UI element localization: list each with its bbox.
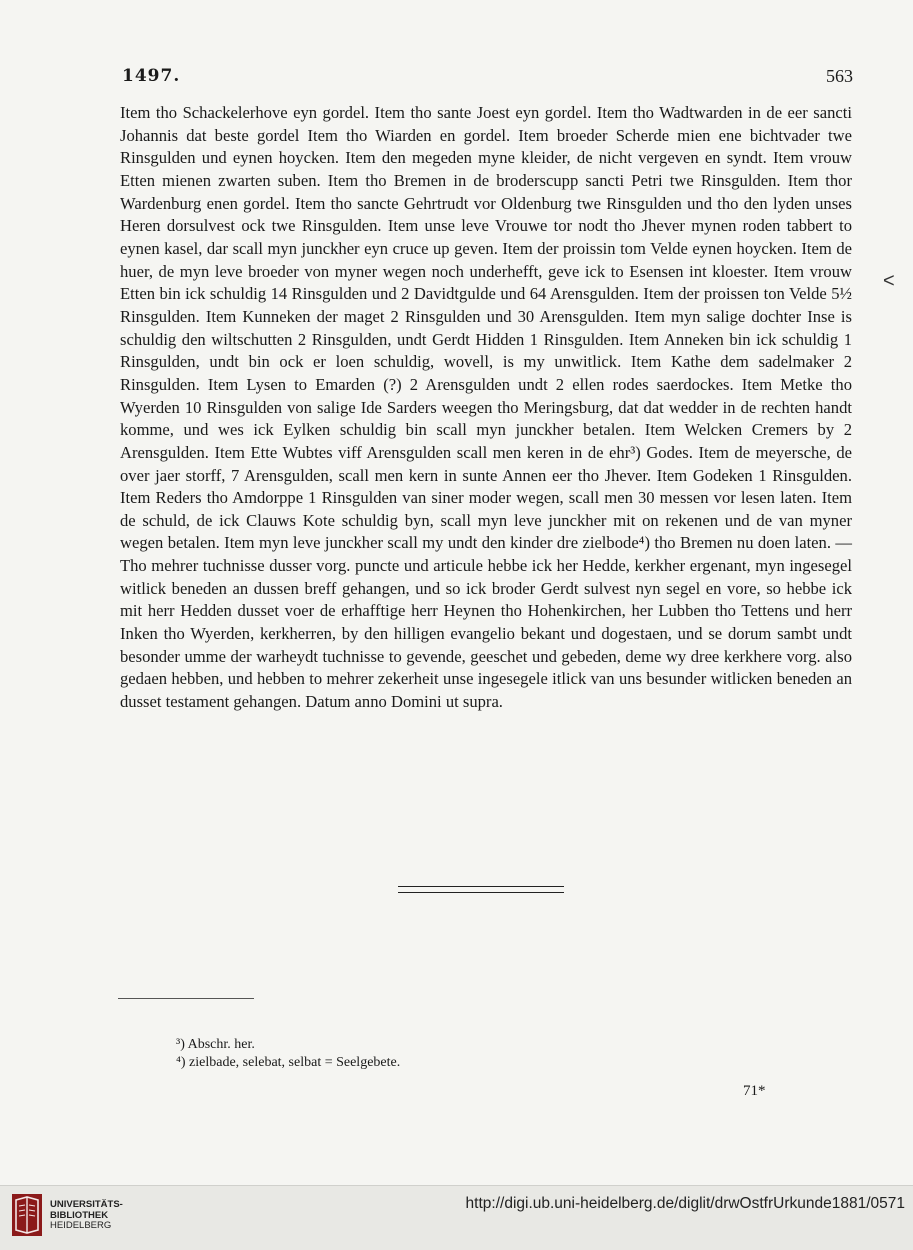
footnote-rule bbox=[118, 998, 254, 999]
footnote-4: ⁴) zielbade, selebat, selbat = Seelgebete. bbox=[176, 1055, 401, 1070]
logo-line-2: BIBLIOTHEK bbox=[50, 1209, 109, 1221]
logo-line-3: HEIDELBERG bbox=[50, 1220, 112, 1231]
university-library-wordmark bbox=[50, 1200, 123, 1232]
margin-annotation-mark: < bbox=[883, 270, 895, 292]
printer-signature-mark: 71* bbox=[743, 1083, 766, 1099]
body-text bbox=[120, 102, 852, 714]
page-number: 563 bbox=[826, 66, 853, 86]
permalink-url[interactable]: http://digi.ub.uni-heidelberg.de/diglit/drwOstfrUrkunde1881/0571 bbox=[465, 1195, 905, 1212]
university-library-logo-icon bbox=[12, 1194, 42, 1236]
footnotes bbox=[176, 1036, 400, 1072]
footnote-3: ³) Abschr. her. bbox=[176, 1037, 255, 1052]
running-header-year: 1497. bbox=[122, 66, 181, 86]
section-divider bbox=[398, 886, 564, 893]
body-paragraph: Item tho Schackelerhove eyn gordel. Item tho sante Joest eyn gordel. Item tho Wadtwarden in de eer sancti Johannis dat beste gordel Item tho Wiarden en gordel. Item broeder Scherde mien ene bichtvader twe Rinsgulden und eynen hoycken. Item den megeden myne kleider, de nicht vergeven en syndt. Item vrouw Etten mienen zwarten suben. Item tho Bremen in de broderscupp sancti Petri twe Rinsgulden. Item thor Wardenburg enen gordel. Item tho sancte Gehrtrudt vor Oldenburg twe Rinsgulden und tho den lyden unses Heren dorsulvest ock twe Rinsgulden. Item unse leve Vrouwe tor nodt tho Jhever mynen roden tabbert to eynen kasel, dar scall myn junckher eyn cruce up geven. Item der proissin tom Velde eynen hoycken. Item de huer, de myn leve broeder von myner wegen noch underhefft, geve ick to Esensen int kloester. Item vrouw Etten bin ick schuldig 14 Rinsgulden und 2 Davidtgulde und 64 Arensgulden. Item der proissen ton Velde 5½ Rinsgulden. Item Kunneken der maget 2 Rinsgulden und 30 Arensgulden. Item myn salige dochter Inse is schuldig den wiltschutten 2 Rinsgulden, undt Gerdt Hidden 1 Rinsgulden. Item Anneken bin ick schuldig 1 Rinsgulden, undt bin ock er loen schuldig, wovell, is my unwitlick. Item Kathe dem sadelmaker 2 Rinsgulden. Item Lysen to Emarden (?) 2 Arensgulden undt 2 ellen rodes saerdockes. Item Metke tho Wyerden 10 Rinsgulden von salige Ide Sarders weegen tho Meringsburg, dat dat wedder in de rechten handt komme, und wes ick Eylken schuldig bin scall myn junckher betalen. Item Welcken Cremers by 2 Arensgulden. Item Ette Wubtes viff Arensgulden scall men keren in de ehr³) Godes. Item de meyersche, de over jaer storff, 7 Arensgulden, scall men kern in sunte Annen eer tho Jhever. Item Godeken 1 Rinsgulden. Item Reders tho Amdorppe 1 Rinsgulden van siner moder wegen, scall men 30 messen vor lesen laten. Item de schuld, de ick Clauws Kote schuldig byn, scall myn leve junckher mit on rekenen und de van myner wegen betalen. Item myn leve junckher scall my undt den kinder dre zielbode⁴) tho Bremen nu doen laten. — Tho mehrer tuchnisse dusser vorg. puncte und articule hebbe ick her Hedde, kerkher ergenant, myn ingesegel witlick beneden an dussen breff gehangen, und so ick broder Gerdt sulvest nyn segel en vore, so hebbe ick mit herr Hedden dusset voer de erhafftige herr Heynen tho Hohenkirchen, her Lubben tho Tettens und herr Inken tho Wyerden, kerkherren, by den hilligen evangelio bekant und dogestaen, und se dorum sambt undt besonder umme der warheydt tuchnisse to gevende, geeschet und gebeden, deme wy dree kerkhere vorg. also gedaen hebben, und hebben to mehrer zekerheit unse ingesegele itlick van uns besunder witlicken beneden an dusset testament gehangen. Datum anno Domini ut supra. bbox=[120, 103, 852, 712]
logo-line-1: UNIVERSITÄTS- bbox=[50, 1199, 123, 1210]
